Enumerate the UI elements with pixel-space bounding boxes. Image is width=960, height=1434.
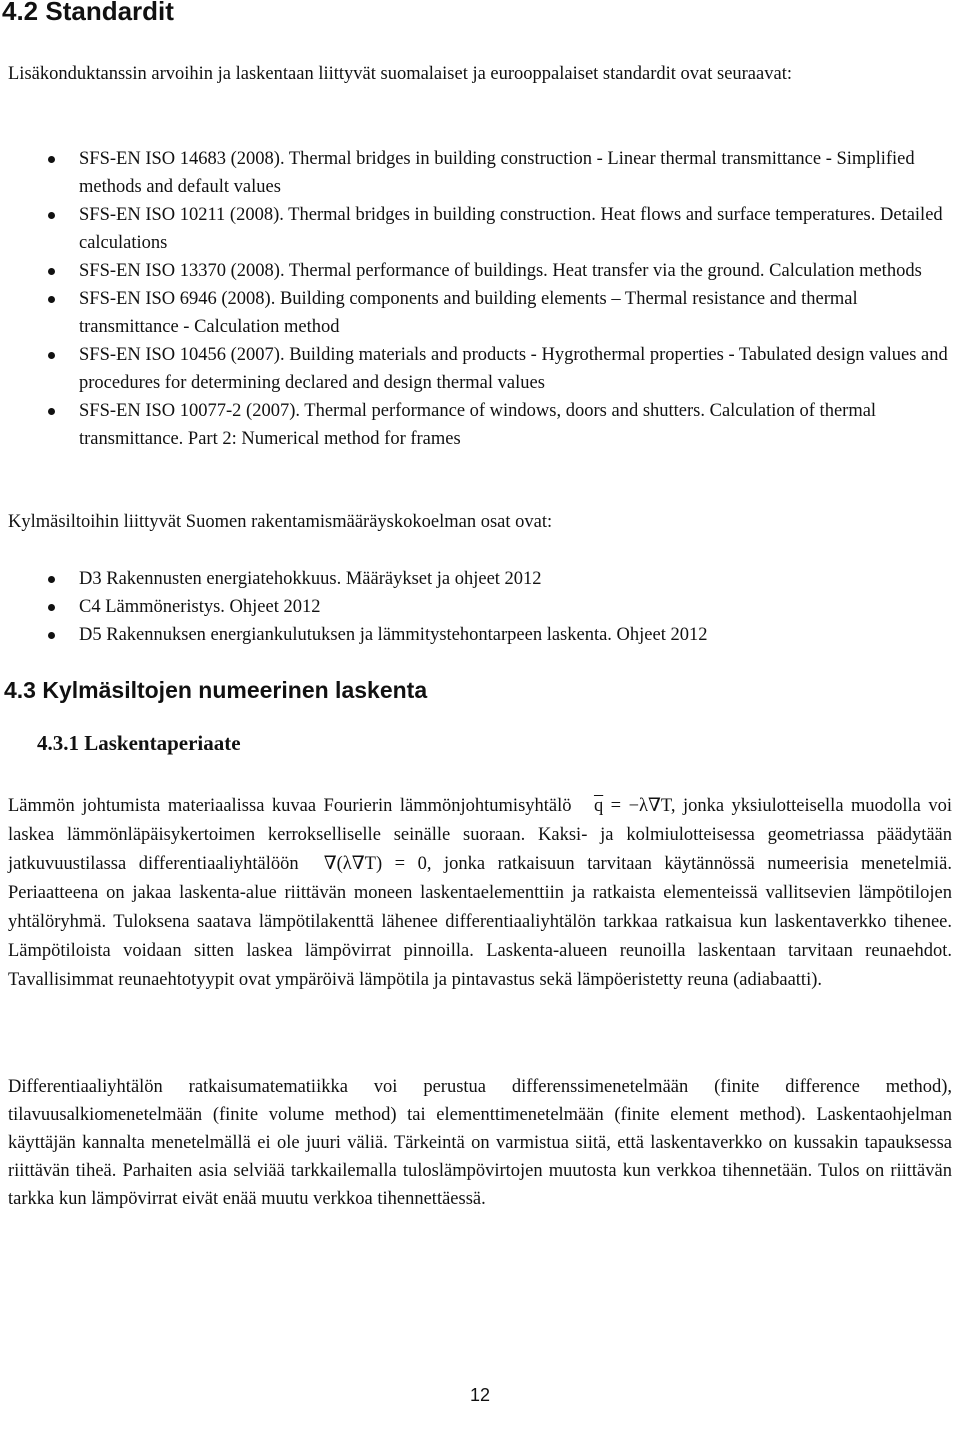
paragraph-text: , jonka ratkaisuun tarvitaan käytännössä numeerisia menetelmiä. Periaatteena on jakaa laskenta-alue riittävän moneen laskentaelementtiin ja ratkaista elementeissä vallitsevien lämpötilojen yhtälöryhmä. Tuloksena saatava lämpötilakenttä lähenee differentiaaliyhtälön tarkkaa ratkaisua kun laskentaverkko tihenee. Lämpötiloista voidaan sitten laskea lämpövirrat pinnoilla. Laskenta-alueen reunoilla laskentaan tarvitaan reunaehdot. Tavallisimmat reunaehtotyypit ovat ympäröivä lämpötila ja pintavastus sekä lämpöeristetty reuna (adiabaatti). <box>8 854 952 990</box>
eq-flux-symbol: $\overline{q}$ <box>593 796 604 816</box>
list-item: SFS-EN ISO 6946 (2008). Building components and building elements – Thermal resistance and thermal transmittance - Calculation method <box>8 285 952 341</box>
paragraph-fourier <box>8 792 952 995</box>
paragraph-methods: Differentiaaliyhtälön ratkaisumatematiikka voi perustua differenssimenetelmään (finite difference method), tilavuusalkiomenetelmään (finite volume method) tai elementtimenetelmään (finite element method). Laskentaohjelman käyttäjän kannalta menetelmällä ei ole juuri väliä. Tärkeintä on varmistua siitä, että laskentaverkko on kussakin tapauksessa riittävän tiheä. Parhaiten asia selviää tarkkailemalla tuloslämpövirtojen muutosta kun verkkoa tihennetään. Tulos on riittävän tarkka kun lämpövirrat eivät enää muutu verkkoa tihennettäessä. <box>8 1077 952 1209</box>
list-item: D5 Rakennuksen energiankulutuksen ja lämmitystehontarpeen laskenta. Ohjeet 2012 <box>8 621 952 649</box>
standards-list <box>8 145 952 453</box>
list-item: C4 Lämmöneristys. Ohjeet 2012 <box>8 593 952 621</box>
list-item: SFS-EN ISO 13370 (2008). Thermal performance of buildings. Heat transfer via the ground. Calculation methods <box>8 257 952 285</box>
standards-intro: Lisäkonduktanssin arvoihin ja laskentaan liittyvät suomalaiset ja eurooppalaiset standardit ovat seuraavat: <box>8 64 792 84</box>
list-item: SFS-EN ISO 10211 (2008). Thermal bridges in building construction. Heat flows and surface temperatures. Detailed calculations <box>8 201 952 257</box>
differential-equation: ∇(λ∇T) = 0 <box>323 854 427 874</box>
paragraph-text: , jonka yksiulotteisella muodolla voi laskea lämmönläpäisykertoimen kerrokselliselle seinälle suoraan. Kaksi- ja kolmiulotteisessa geometriassa päädytään jatkuvuustilassa differentiaaliyhtälöön <box>8 796 953 874</box>
heading-4-3-1: 4.3.1 Laskentaperiaate <box>37 731 241 755</box>
page-number: 12 <box>470 1385 491 1405</box>
regulations-intro: Kylmäsiltoihin liittyvät Suomen rakentamismääräyskokoelman osat ovat: <box>8 512 553 532</box>
paragraph-text: Lämmön johtumista materiaalissa kuvaa Fourierin lämmönjohtumisyhtälö <box>8 796 572 816</box>
list-item: D3 Rakennusten energiatehokkuus. Määräykset ja ohjeet 2012 <box>8 565 952 593</box>
list-item: SFS-EN ISO 10456 (2007). Building materials and products - Hygrothermal properties - Tabulated design values and procedures for determining declared and design thermal values <box>8 341 952 397</box>
eq-rhs: = −λ∇T <box>603 796 671 816</box>
list-item: SFS-EN ISO 10077-2 (2007). Thermal performance of windows, doors and shutters. Calculation of thermal transmittance. Part 2: Numerical method for frames <box>8 397 952 453</box>
list-item: SFS-EN ISO 14683 (2008). Thermal bridges in building construction - Linear thermal transmittance - Simplified methods and default values <box>8 145 952 201</box>
heading-4-2: 4.2 Standardit <box>2 0 174 26</box>
fourier-equation <box>579 796 671 816</box>
heading-4-3: 4.3 Kylmäsiltojen numeerinen laskenta <box>4 677 428 703</box>
regulations-list <box>8 565 952 649</box>
